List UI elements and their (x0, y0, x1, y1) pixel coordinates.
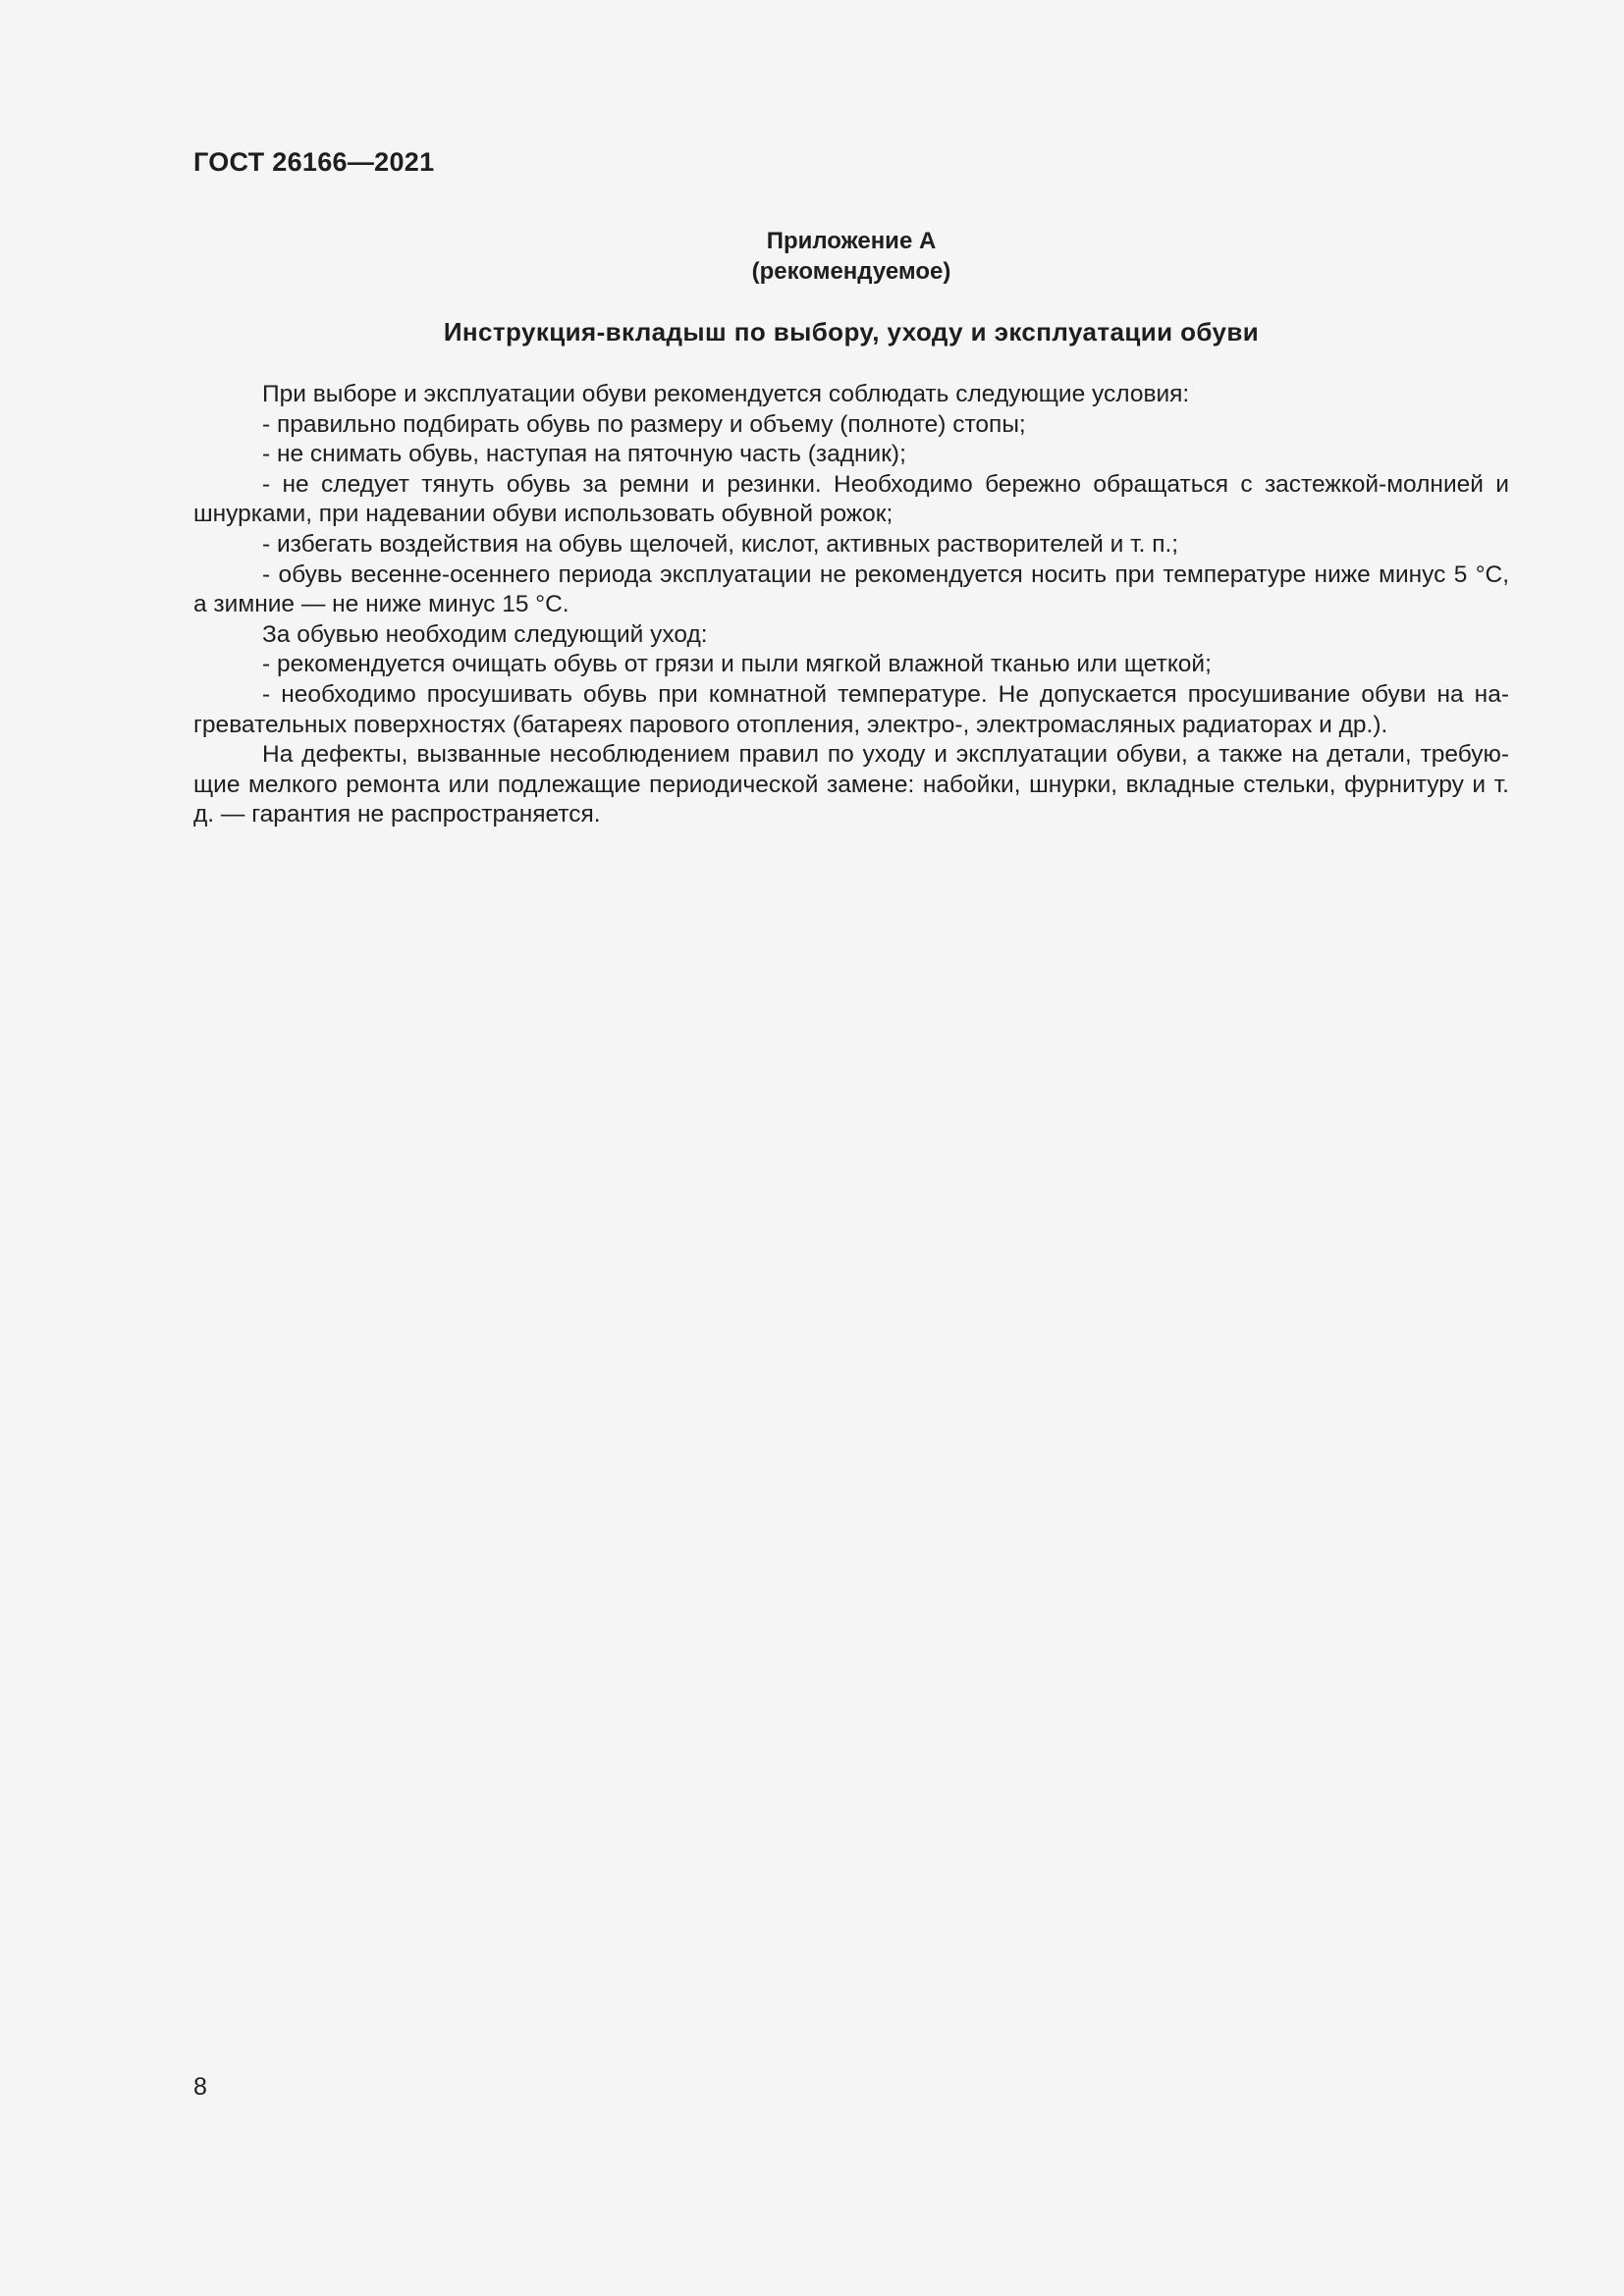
list-item: - не снимать обувь, наступая на пяточную часть (задник); (262, 441, 906, 468)
list-item: - правильно подбирать обувь по размеру и объему (полноте) стопы; (262, 410, 1026, 438)
list-item: - не следует тянуть обувь за ремни и резинки. Необходимо бережно обращаться с застежкой-молнией и шнурками, при надевании обуви использовать обувной рожок; (193, 470, 1509, 528)
list-item: - необходимо просушивать обувь при комнатной температуре. Не допускается просушивание обуви на нагревательных поверхностях (батареях парового отопления, электро-, электромасляных радиаторах и др.). (193, 680, 1509, 738)
paragraph: На дефекты, вызванные несоблюдением правил по уходу и эксплуатации обуви, а также на детали, требующие мелкого ремонта или подлежащие периодической замене: набойки, шнурки, вкладные стельки, фурнитуру и т. д. — гарантия не распространяется. (193, 741, 1509, 828)
body-text (193, 380, 1509, 830)
annex-title: Приложение А (766, 228, 937, 254)
page-number: 8 (193, 2073, 207, 2101)
document-code-header: ГОСТ 26166—2021 (193, 147, 435, 177)
annex-heading (193, 226, 1509, 287)
paragraph: При выборе и эксплуатации обуви рекомендуется соблюдать следующие условия: (262, 381, 1190, 407)
section-title: Инструкция-вкладыш по выбору, уходу и эксплуатации обуви (443, 317, 1260, 347)
list-item: - рекомендуется очищать обувь от грязи и пыли мягкой влажной тканью или щеткой; (262, 651, 1212, 678)
list-item: - избегать воздействия на обувь щелочей, кислот, активных растворителей и т. п.; (262, 530, 1179, 558)
paragraph: За обувью необходим следующий уход: (262, 620, 708, 648)
annex-status: (рекомендуемое) (751, 258, 951, 285)
list-item: - обувь весенне-осеннего периода эксплуатации не рекомендуется носить при температуре ниже минус 5 °С, а зимние — не ниже минус 15 °С. (193, 561, 1509, 618)
